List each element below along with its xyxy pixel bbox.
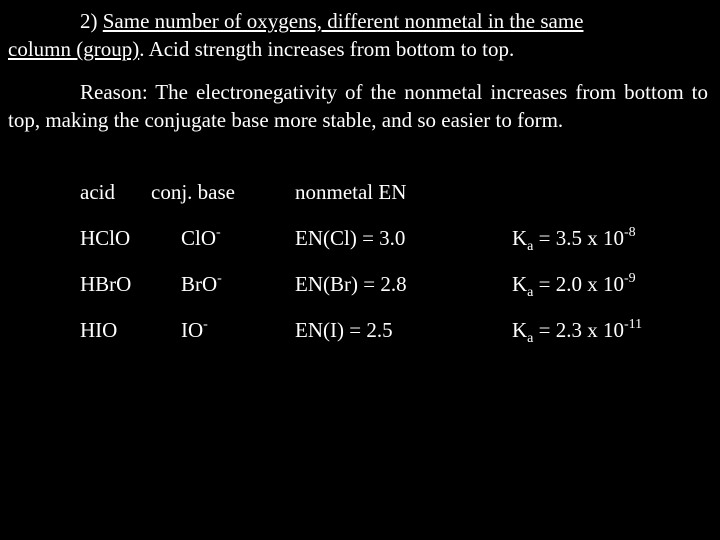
electronegativity-value: EN(I) = 2.5	[295, 318, 393, 342]
conj-base-formula: BrO-	[181, 271, 222, 296]
acid-table	[80, 178, 710, 362]
table-row	[80, 270, 710, 316]
ka-value: $K_a = 2.3$ x $10^{-11}$	[512, 317, 643, 346]
point-heading-line2: column (group)	[8, 37, 140, 61]
electronegativity-value: EN(Cl) = 3.0	[295, 226, 406, 250]
conj-base-formula: IO-	[181, 317, 208, 342]
acid-formula: HBrO	[80, 272, 132, 296]
point-2-paragraph	[8, 7, 708, 63]
header-nonmetal-en: nonmetal EN	[295, 180, 407, 204]
reason-paragraph	[8, 78, 708, 134]
ka-value: $K_a = 2.0$ x $10^{-9}$	[512, 271, 636, 300]
reason-text: Reason: The electronegativity of the nonmetal increases from bottom to top, making the conjugate base more stable, and so easier to form.	[8, 80, 708, 132]
electronegativity-value: EN(Br) = 2.8	[295, 272, 407, 296]
table-header-row	[80, 178, 710, 224]
ka-value: $K_a = 3.5$ x $10^{-8}$	[512, 225, 636, 254]
acid-formula: HIO	[80, 318, 118, 342]
header-acid: acid	[80, 180, 115, 204]
table-row	[80, 224, 710, 270]
acid-formula: HClO	[80, 226, 131, 250]
header-conj-base: conj. base	[151, 180, 235, 204]
point-heading-line1: Same number of oxygens, different nonmetal in the same	[102, 9, 584, 33]
point-number: 2)	[80, 9, 103, 33]
conj-base-formula: ClO-	[181, 225, 221, 250]
point-statement: . Acid strength increases from bottom to top.	[139, 37, 515, 61]
table-row	[80, 316, 710, 362]
